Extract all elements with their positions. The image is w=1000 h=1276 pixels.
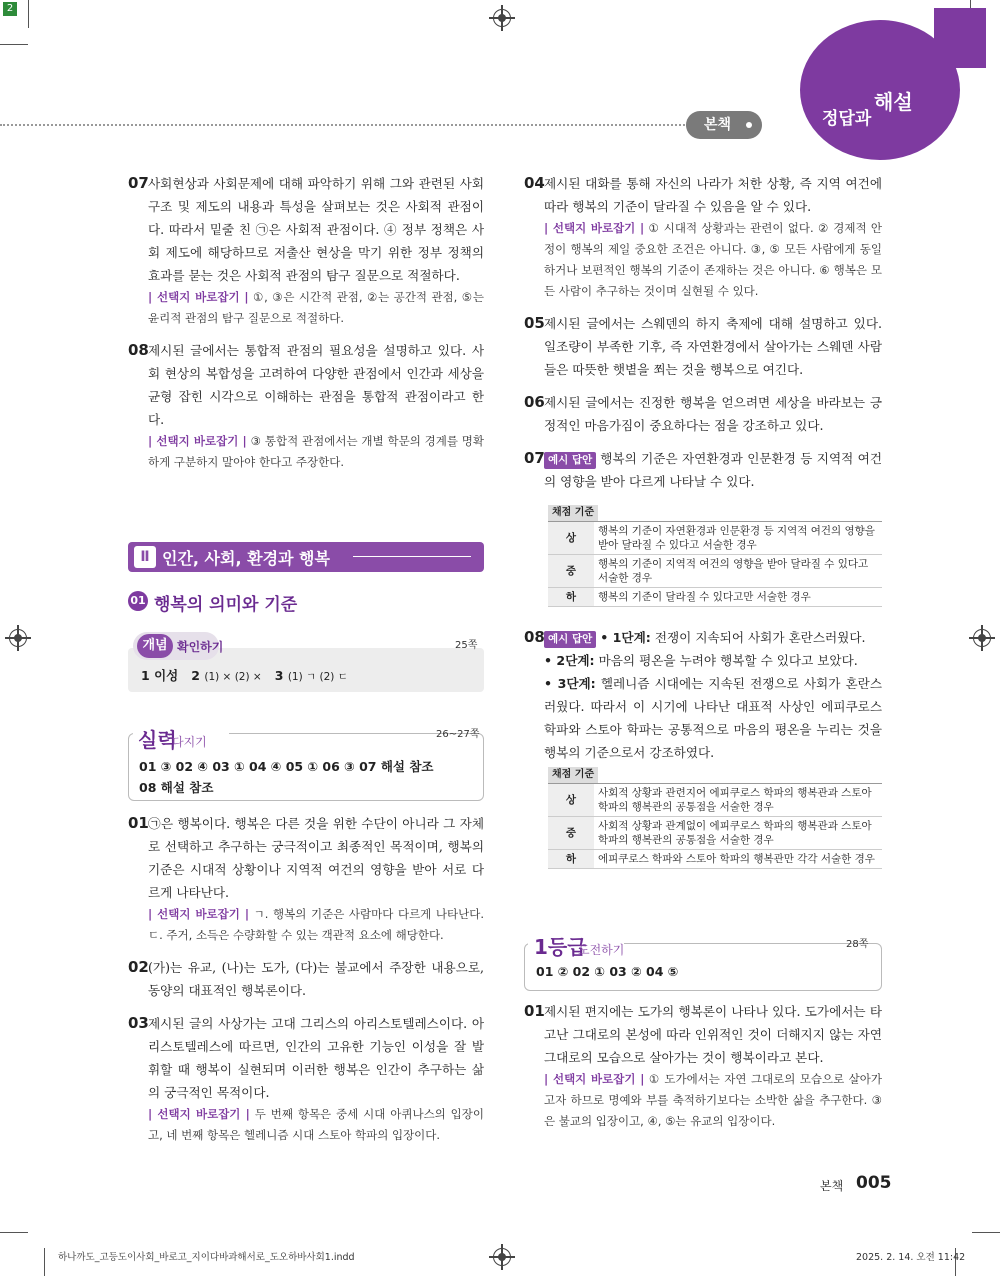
concept-answer-number: 3 — [274, 668, 284, 683]
step-label: • 2단계: — [544, 653, 595, 668]
item-text: 사회현상과 사회문제에 대해 파악하기 위해 그와 관련된 사회 구조 및 제도의 내용과 특성을 살펴보는 것은 사회적 관점이다. 따라서 밑줄 친 ㉠은 사회적 관점이다. ④ 정부 정책은 사회 제도에 해당하므로 저출산 현상을 막기 위한 정부 정책의 효과를 묻는 것은 사회적 관점의 탐구 질문으로 적절하다. — [148, 176, 484, 283]
registration-mark-icon — [973, 629, 991, 647]
choice-correction — [544, 1069, 882, 1132]
table-row — [548, 817, 882, 850]
choice-tag: | 선택지 바로잡기 | — [148, 290, 249, 304]
item-number: 01 — [128, 814, 149, 832]
concept-page-ref: 25쪽 — [455, 640, 478, 651]
choice-correction — [148, 287, 484, 329]
item-text — [544, 447, 882, 493]
rubric-desc: 행복의 기준이 지역적 여건의 영향을 받아 달라질 수 있다고 서술한 경우 — [594, 555, 882, 588]
item-text: 제시된 글에서는 진정한 행복을 얻으려면 세상을 바라보는 긍정적인 마음가짐이 중요하다는 점을 강조하고 있다. — [544, 395, 882, 433]
example-answer-tag: 예시 답안 — [544, 452, 596, 469]
item-number: 08 — [128, 341, 149, 359]
item-text: 제시된 대화를 통해 자신의 나라가 처한 상황, 즉 지역 여건에 따라 행복의 기준이 달라질 수 있음을 알 수 있다. — [544, 176, 882, 214]
step-text: 전쟁이 지속되어 사회가 혼란스러웠다. — [654, 630, 866, 645]
chapter-rule — [353, 556, 471, 557]
header-title-b: 해설 — [874, 90, 913, 114]
choice-tag: | 선택지 바로잡기 | — [544, 221, 645, 235]
choice-text: ③ 통합적 관점에서는 개별 학문의 경계를 명확하게 구분하지 말아야 한다고 주장한다. — [148, 434, 485, 469]
answer-item — [524, 391, 882, 437]
concept-answer-number: 2 — [191, 668, 200, 683]
section-pill-label: 본책 — [704, 117, 732, 133]
choice-correction — [544, 218, 882, 302]
item-number: 07 — [128, 174, 149, 192]
rubric-level: 하 — [548, 850, 594, 869]
concept-sublabel: 확인하기 — [177, 640, 224, 654]
choice-correction — [148, 904, 484, 946]
example-answer-text: 행복의 기준은 자연환경과 인문환경 등 지역적 여건의 영향을 받아 다르게 나타날 수 있다. — [544, 451, 882, 489]
answer-item — [128, 956, 484, 1002]
item-number: 06 — [524, 393, 545, 411]
rubric-head: 채점 기준 — [548, 767, 598, 783]
item-text: 제시된 글의 사상가는 고대 그리스의 아리스토텔레스이다. 아리스토텔레스에 따르면, 인간의 고유한 기능인 이성을 잘 발휘할 때 행복이 실현되며 이러한 행복은 인간이 추구하는 삶의 궁극적인 목적이다. — [148, 1016, 484, 1100]
left-column-upper — [128, 172, 484, 483]
answer-item — [128, 339, 484, 473]
choice-tag: | 선택지 바로잡기 | — [148, 1107, 250, 1121]
item-number: 03 — [128, 1014, 149, 1032]
skill-page-ref: 26~27쪽 — [436, 729, 480, 740]
grade-label: 1등급 — [534, 935, 587, 959]
rubric-level: 중 — [548, 817, 594, 850]
answer-item — [128, 1012, 484, 1146]
rubric-desc: 사회적 상황과 관계없이 에피쿠로스 학파의 행복관과 스토아 학파의 행복관의 공통점을 서술한 경우 — [594, 817, 882, 850]
registration-mark-icon — [493, 1248, 511, 1266]
crop-mark — [972, 1232, 1000, 1233]
item-text: 제시된 편지에는 도가의 행복론이 나타나 있다. 도가에서는 타고난 그대로의 본성에 따라 인위적인 것이 더해지지 않는 자연 그대로의 모습으로 살아가는 것이 행복이라고 본다. — [544, 1004, 882, 1065]
table-row — [548, 522, 882, 555]
choice-text: ① 시대적 상황과는 관련이 없다. ② 경제적 안정이 행복의 제일 중요한 조건은 아니다. ③, ⑤ 모든 사람에게 동일하거나 보편적인 행복의 기준이 존재하는 것은 아니다. ⑥ 행복은 모든 사람이 추구하는 것이며 실현될 수 있다. — [544, 221, 883, 298]
crop-mark — [0, 1232, 28, 1233]
chapter-banner — [128, 542, 484, 572]
rubric-desc: 에피쿠로스 학파와 스토아 학파의 행복관만 각각 서술한 경우 — [594, 850, 882, 869]
skill-answers — [139, 756, 479, 798]
item-text: ㉠은 행복이다. 행복은 다른 것을 위한 수단이 아니라 그 자체로 선택하고 추구하는 궁극적이고 최종적인 목적이며, 행복의 기준은 시대적 상황이나 지역적 여건의 영향을 받아 서로 다르게 나타난다. — [148, 816, 484, 900]
concept-answer: (1) ㄱ (2) ㄷ — [287, 671, 348, 683]
rubric-level: 중 — [548, 555, 594, 588]
answer-item — [524, 1000, 882, 1132]
right-column-lower — [524, 1000, 882, 1142]
item-text — [544, 672, 882, 764]
choice-tag: | 선택지 바로잡기 | — [148, 434, 247, 448]
concept-answers — [141, 666, 348, 684]
item-text — [544, 649, 882, 672]
skill-sublabel: 다지기 — [172, 735, 207, 749]
chapter-title: 인간, 사회, 환경과 행복 — [162, 549, 330, 568]
rubric-grid — [548, 521, 882, 607]
choice-text: ①, ③은 시간적 관점, ②는 공간적 관점, ⑤는 윤리적 관점의 탐구 질문으로 적절하다. — [148, 290, 484, 325]
header-badge-tab — [934, 8, 986, 68]
registration-mark-icon — [493, 9, 511, 27]
item-text: 제시된 글에서는 통합적 관점의 필요성을 설명하고 있다. 사회 현상의 복합성을 고려하여 다양한 관점에서 인간과 세상을 균형 잡힌 시각으로 이해하는 관점을 통합적 관점이라고 한다. — [148, 343, 484, 427]
choice-tag: | 선택지 바로잡기 | — [148, 907, 250, 921]
chapter-roman-numeral: Ⅱ — [134, 546, 156, 568]
concept-answer-number: 1 — [141, 668, 150, 683]
footer-label: 본책 — [820, 1179, 844, 1193]
item-number: 05 — [524, 314, 545, 332]
answer-item — [524, 447, 882, 493]
left-column-lower — [128, 812, 484, 1156]
item-number: 01 — [524, 1002, 545, 1020]
right-column-middle — [524, 626, 882, 774]
grade-page-ref: 28쪽 — [846, 939, 869, 950]
table-row — [548, 588, 882, 607]
footer-page-number: 005 — [856, 1173, 892, 1193]
concept-answer: (1) × (2) × — [204, 671, 262, 683]
step-label: • 3단계: — [544, 676, 596, 691]
answer-item — [128, 812, 484, 946]
grade-sublabel: 도전하기 — [578, 943, 625, 957]
skill-answer-line: 08 해설 참조 — [139, 780, 214, 795]
item-number: 08 — [524, 628, 545, 646]
corner-page-number: 2 — [3, 2, 17, 16]
table-row — [548, 850, 882, 869]
choice-correction — [148, 1104, 484, 1146]
header-dotted-rule — [0, 124, 700, 126]
item-text: (가)는 유교, (나)는 도가, (다)는 불교에서 주장한 내용으로, 동양의 대표적인 행복론이다. — [148, 960, 484, 998]
item-text — [544, 626, 882, 649]
crop-mark — [44, 1248, 45, 1276]
skill-label: 실력 — [138, 728, 177, 752]
rubric-desc: 행복의 기준이 달라질 수 있다고만 서술한 경우 — [594, 588, 882, 607]
bullet-icon — [746, 122, 752, 128]
section-pill — [686, 111, 762, 139]
rubric-level: 상 — [548, 522, 594, 555]
rubric-level: 하 — [548, 588, 594, 607]
grade-rule — [626, 943, 842, 944]
choice-text: 두 번째 항목은 중세 시대 아퀴나스의 입장이고, 네 번째 항목은 헬레니즘 시대 스토아 학파의 입장이다. — [148, 1107, 484, 1142]
rubric-desc: 행복의 기준이 자연환경과 인문환경 등 지역적 여건의 영향을 받아 달라질 수 있다고 서술한 경우 — [594, 522, 882, 555]
item-number: 02 — [128, 958, 149, 976]
skill-rule — [232, 733, 432, 734]
answer-item — [128, 172, 484, 329]
choice-correction — [148, 431, 484, 473]
item-text: 제시된 글에서는 스웨덴의 하지 축제에 대해 설명하고 있다. 일조량이 부족한 기후, 즉 자연환경에서 살아가는 스웨덴 사람들은 따뜻한 햇볕을 쬐는 것을 행복으로 여긴다. — [544, 316, 882, 377]
rubric-grid — [548, 783, 882, 869]
choice-text: ㄱ. 행복의 기준은 사람마다 다르게 나타난다. ㄷ. 주거, 소득은 수량화할 수 있는 객관적 요소에 해당한다. — [148, 907, 484, 942]
answer-item — [524, 172, 882, 302]
step-text: 헬레니즘 시대에는 지속된 전쟁으로 사회가 혼란스러웠다. 따라서 이 시기에 나타난 대표적 사상인 에피쿠로스 학파와 스토아 학파는 공통적으로 마음의 평온을 누리는 것을 행복의 기준으로서 강조하였다. — [544, 676, 882, 760]
rubric-head: 채점 기준 — [548, 505, 598, 521]
print-slug-timestamp: 2025. 2. 14. 오전 11:42 — [856, 1252, 966, 1263]
step-label: • 1단계: — [600, 630, 651, 645]
registration-mark-icon — [9, 629, 27, 647]
step-text: 마음의 평온을 누려야 행복할 수 있다고 보았다. — [598, 653, 858, 668]
right-column-upper — [524, 172, 882, 503]
header-title-a: 정답과 — [822, 109, 872, 129]
rubric-level: 상 — [548, 784, 594, 817]
crop-mark — [28, 0, 29, 28]
table-row — [548, 555, 882, 588]
print-slug-filename: 하나까도_고등도이사회_바로고_지이다바과해서로_도오하바사회1.indd — [58, 1252, 355, 1263]
item-number: 07 — [524, 449, 545, 467]
choice-text: ① 도가에서는 자연 그대로의 모습으로 살아가고자 하므로 명예와 부를 축적하기보다는 소박한 삶을 추구한다. ③은 불교의 입장이고, ④, ⑤는 유교의 입장이다. — [544, 1072, 882, 1128]
answer-item — [524, 626, 882, 764]
subsection-number: 01 — [128, 591, 148, 611]
skill-answer-line: 01 ③ 02 ④ 03 ① 04 ④ 05 ① 06 ③ 07 해설 참조 — [139, 759, 434, 774]
table-row — [548, 784, 882, 817]
concept-answer: 이성 — [154, 668, 179, 683]
rubric-table — [548, 505, 882, 607]
example-answer-tag: 예시 답안 — [544, 631, 596, 648]
concept-label: 개념 — [137, 634, 173, 658]
subsection-title: 행복의 의미와 기준 — [154, 595, 298, 615]
rubric-desc: 사회적 상황과 관련지어 에피쿠로스 학파의 행복관과 스토아 학파의 행복관의 공통점을 서술한 경우 — [594, 784, 882, 817]
grade-answers: 01 ② 02 ① 03 ② 04 ⑤ — [536, 964, 679, 979]
answer-item — [524, 312, 882, 381]
crop-mark — [0, 44, 28, 45]
item-number: 04 — [524, 174, 545, 192]
rubric-table — [548, 767, 882, 869]
choice-tag: | 선택지 바로잡기 | — [544, 1072, 645, 1086]
